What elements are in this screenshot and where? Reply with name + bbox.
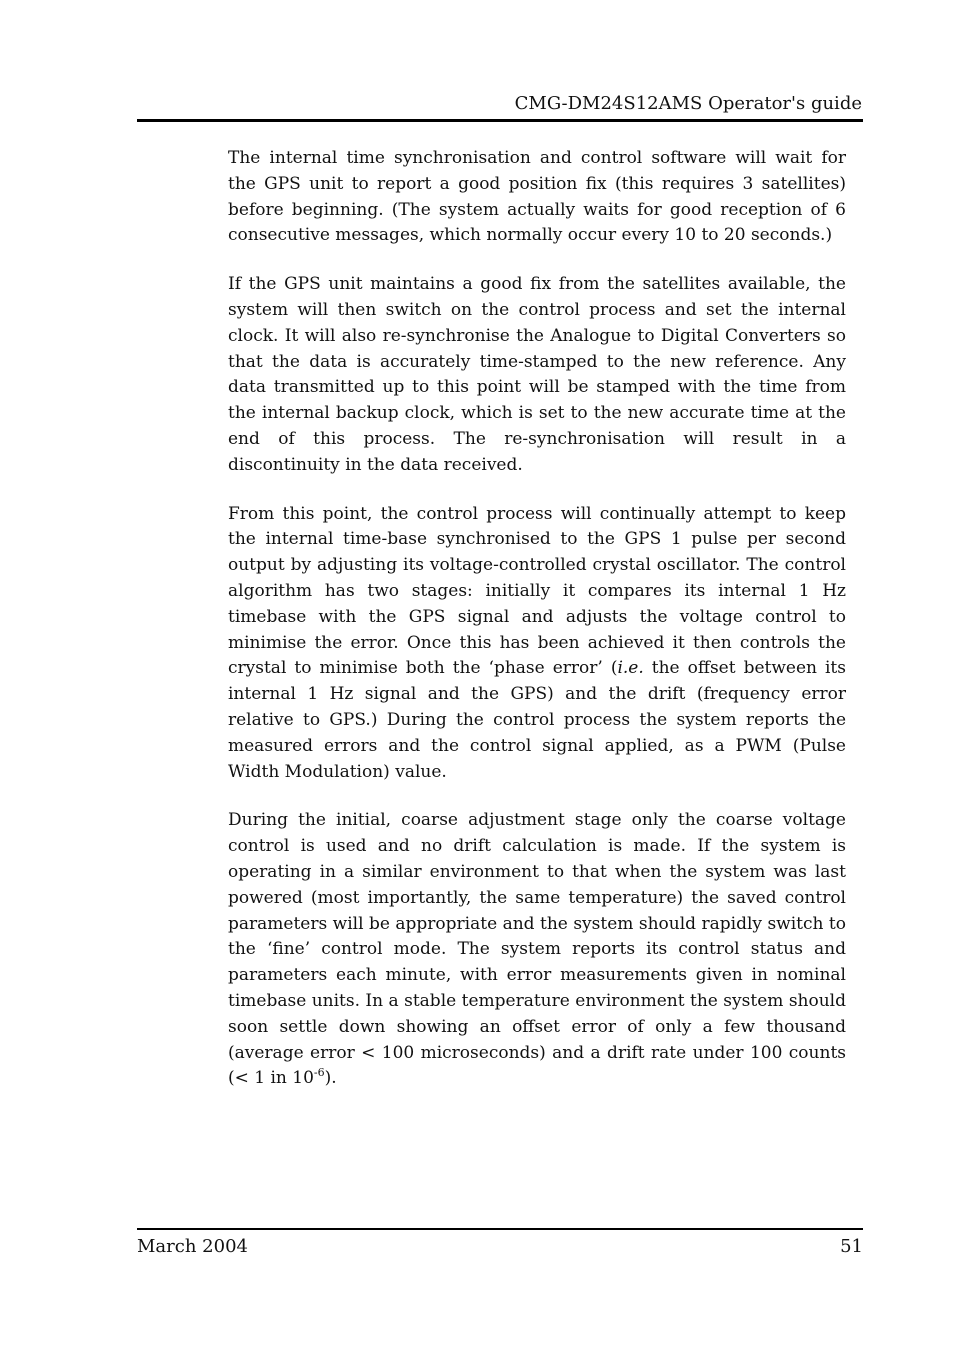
paragraph-resynchronisation: If the GPS unit maintains a good fix from the satellites available, the system will then switch on the control process and set the internal clock. It will also re-synchronise the Analogue to Digital Converters so that the data is accurately time-stamped to the new reference. Any data transmitted up to this point will be stamped with the time from the internal backup clock, which is set to the new accurate time at the end of this process. The re-synchronisation will result in a discontinuity in the data received.: [228, 274, 846, 475]
paragraph-coarse-adjustment-text: During the initial, coarse adjustment stage only the coarse voltage control is used and no drift calculation is made. If the system is operating in a similar environment to that when the system was last powered (most importantly, the same temperature) the saved control parameters will be appropriate and the system should rapidly switch to the ‘fine’ control mode. The system reports its control status and parameters each minute, with error measurements given in nominal timebase units. In a stable temperature environment the system should soon settle down showing an offset error of only a few thousand (average error < 100 microseconds) and a drift rate under 100 counts (< 1 in 10: [228, 810, 846, 1089]
running-header-title: CMG-DM24S12AMS Operator's guide: [514, 93, 862, 114]
paragraph-coarse-adjustment: [228, 808, 846, 1092]
paragraph-control-process-text-1: From this point, the control process will continually attempt to keep the internal time-base synchronised to the GPS 1 pulse per second output by adjusting its voltage-controlled crystal oscillator. The control algorithm has two stages: initially it compares its internal 1 Hz timebase with the GPS signal and adjusts the voltage control to minimise the error. Once this has been achieved it then controls the crystal to minimise both the ‘phase error’ (: [228, 503, 846, 679]
header-rule: [137, 119, 863, 122]
paragraph-gps-fix: The internal time synchronisation and control software will wait for the GPS unit to report a good position fix (this requires 3 satellites) before beginning. (The system actually waits for good reception of 6 consecutive messages, which normally occur every 10 to 20 seconds.): [228, 148, 846, 246]
paragraph-coarse-adjustment-end: ).: [324, 1068, 337, 1089]
paragraph-control-process: [228, 502, 846, 786]
exponent-superscript: -6: [313, 1066, 325, 1080]
footer-date: March 2004: [137, 1236, 248, 1257]
page-number: 51: [840, 1236, 863, 1257]
paragraph-control-process-ie: i.e.: [617, 658, 644, 679]
paragraph-control-process-text-2: the offset between its internal 1 Hz signal and the GPS) and the drift (frequency error relative to GPS.) During the control process the system reports the measured errors and the control signal applied, as a PWM (Pulse Width Modulation) value.: [228, 658, 846, 782]
body-text: [228, 146, 846, 1115]
footer-rule: [137, 1228, 863, 1230]
